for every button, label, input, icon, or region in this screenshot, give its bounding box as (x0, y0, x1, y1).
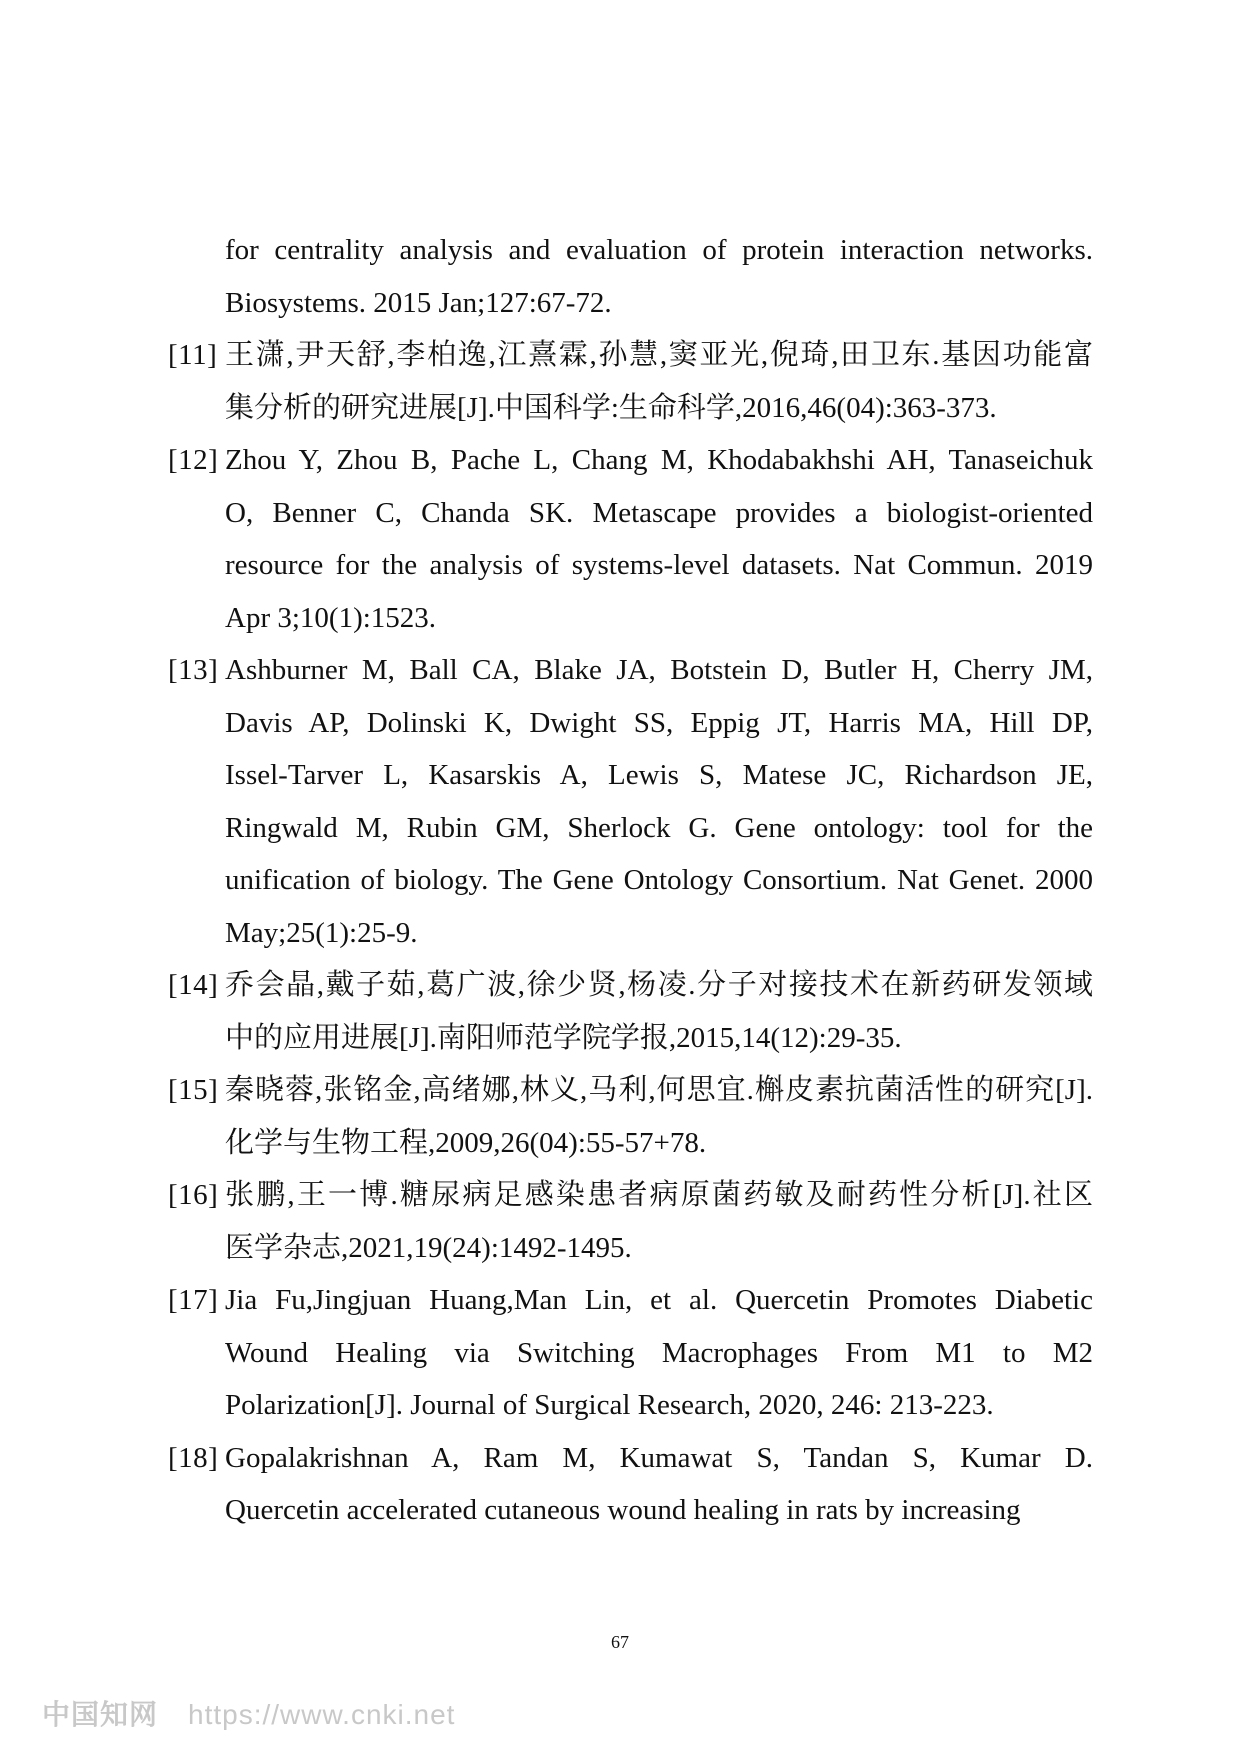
watermark-url: https://www.cnki.net (188, 1699, 456, 1730)
reference-line: 乔会晶,戴子茹,葛广波,徐少贤,杨凌.分子对接技术在新药研发领域 (225, 969, 1093, 1001)
reference-line: 秦晓蓉,张铭金,高绪娜,林义,马利,何思宜.槲皮素抗菌活性的研究[J]. (225, 1074, 1093, 1106)
reference-entry (168, 644, 1093, 959)
page-number: 67 (611, 1632, 629, 1652)
reference-number: [12] (168, 444, 219, 476)
reference-line: Ashburner M, Ball CA, Blake JA, Botstein D, Butler H, Cherry JM, (225, 654, 1093, 686)
reference-line: Gopalakrishnan A, Ram M, Kumawat S, Tandan S, Kumar D. (225, 1441, 1093, 1474)
reference-line: Zhou Y, Zhou B, Pache L, Chang M, Khodabakhshi AH, Tanaseichuk (225, 444, 1093, 476)
reference-line: 张鹏,王一博.糖尿病足感染患者病原菌药敏及耐药性分析[J].社区 (225, 1179, 1093, 1211)
reference-list (168, 224, 1093, 1537)
reference-number: [11] (168, 339, 218, 371)
reference-line: 医学杂志,2021,19(24):1492-1495. (225, 1231, 632, 1264)
reference-entry (168, 1274, 1093, 1432)
reference-line: Biosystems. 2015 Jan;127:67-72. (225, 286, 612, 319)
reference-line: Jia Fu,Jingjuan Huang,Man Lin, et al. Quercetin Promotes Diabetic (225, 1284, 1093, 1316)
reference-line: Issel-Tarver L, Kasarskis A, Lewis S, Matese JC, Richardson JE, (225, 759, 1093, 791)
reference-entry (168, 329, 1093, 434)
reference-entry (168, 1432, 1093, 1537)
reference-line: 王潇,尹天舒,李柏逸,江熹霖,孙慧,窦亚光,倪琦,田卫东.基因功能富 (225, 339, 1093, 371)
reference-number: [17] (168, 1284, 219, 1316)
reference-entry (168, 224, 1093, 329)
reference-line: O, Benner C, Chanda SK. Metascape provides a biologist-oriented (225, 496, 1093, 529)
watermark-logo: 中国知网 (42, 1699, 159, 1730)
reference-entry (168, 1064, 1093, 1169)
reference-line: Davis AP, Dolinski K, Dwight SS, Eppig JT, Harris MA, Hill DP, (225, 706, 1093, 739)
cnki-watermark (42, 1693, 455, 1733)
reference-line: Polarization[J]. Journal of Surgical Research, 2020, 246: 213-223. (225, 1389, 994, 1421)
reference-line: Wound Healing via Switching Macrophages From M1 to M2 (225, 1336, 1093, 1369)
reference-number: [18] (168, 1441, 219, 1474)
reference-line: 化学与生物工程,2009,26(04):55-57+78. (225, 1126, 707, 1159)
reference-line: unification of biology. The Gene Ontology Consortium. Nat Genet. 2000 (225, 864, 1093, 896)
reference-number: [15] (168, 1074, 219, 1106)
reference-number: [13] (168, 654, 219, 686)
reference-line: for centrality analysis and evaluation of protein interaction networks. (225, 234, 1093, 266)
reference-line: May;25(1):25-9. (225, 916, 418, 949)
reference-entry (168, 434, 1093, 644)
reference-line: Apr 3;10(1):1523. (225, 601, 437, 634)
reference-line: 集分析的研究进展[J].中国科学:生命科学,2016,46(04):363-373. (225, 391, 997, 424)
reference-number: [14] (168, 969, 219, 1001)
reference-line: Ringwald M, Rubin GM, Sherlock G. Gene ontology: tool for the (225, 811, 1093, 844)
reference-number: [16] (168, 1179, 219, 1211)
reference-line: 中的应用进展[J].南阳师范学院学报,2015,14(12):29-35. (225, 1021, 902, 1054)
reference-entry (168, 959, 1093, 1064)
reference-line: resource for the analysis of systems-level datasets. Nat Commun. 2019 (225, 549, 1093, 581)
reference-line: Quercetin accelerated cutaneous wound healing in rats by increasing (225, 1494, 1021, 1526)
reference-entry (168, 1169, 1093, 1274)
